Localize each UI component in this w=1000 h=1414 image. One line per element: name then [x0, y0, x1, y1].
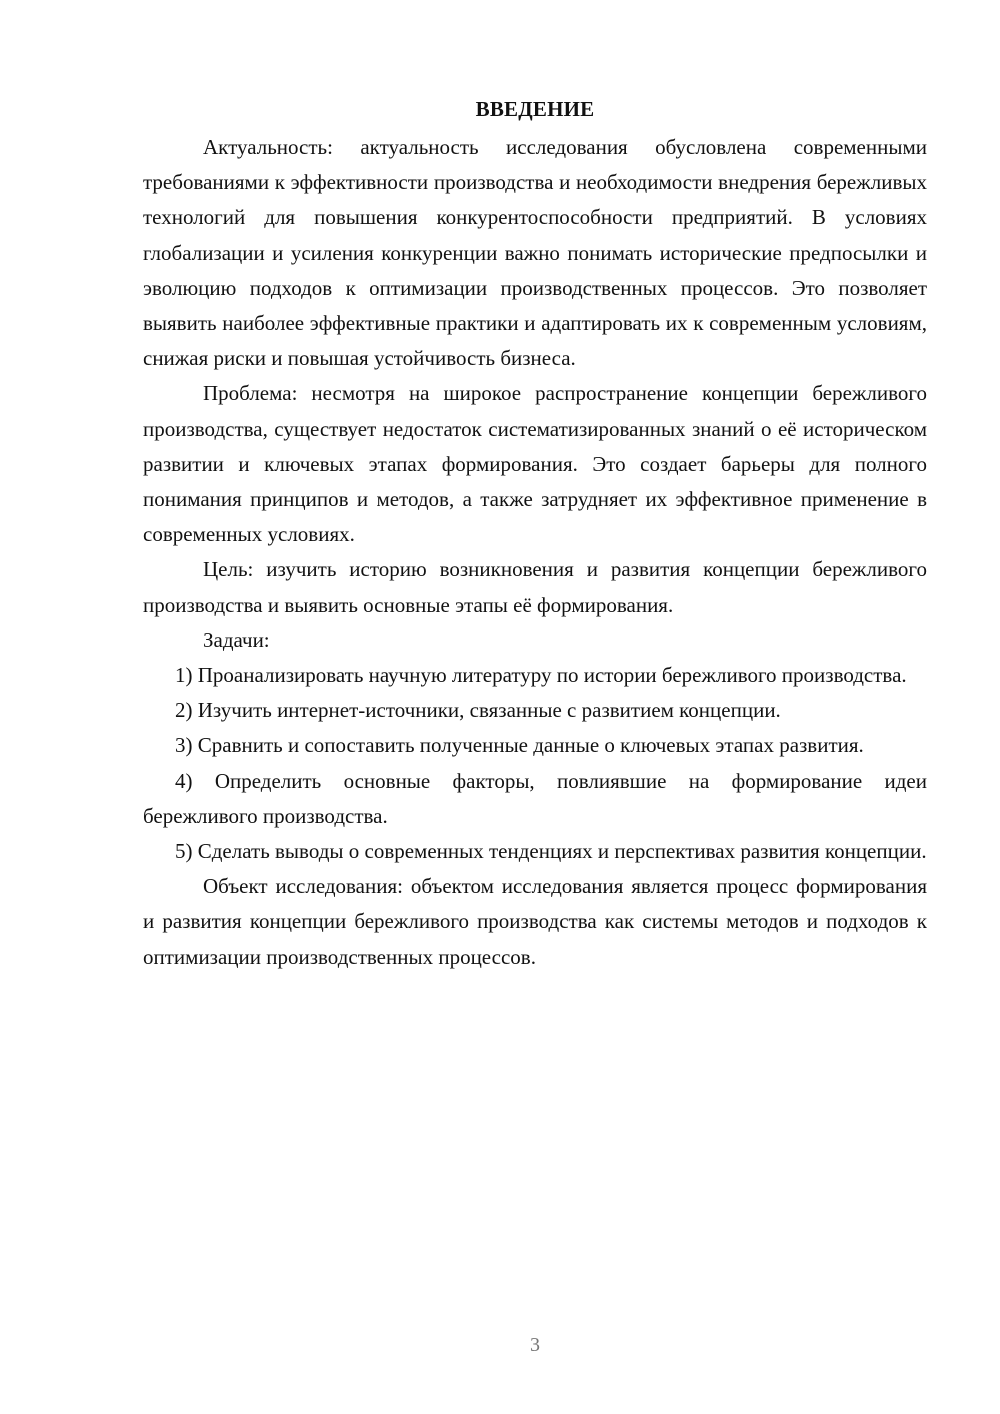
document-page [143, 92, 927, 975]
task-item: 3) Сравнить и сопоставить полученные данные о ключевых этапах развития. [175, 733, 864, 758]
relevance-paragraph: Актуальность: актуальность исследования обусловлена современными требованиями к эффективности производства и необходимости внедрения бережливых технологий для повышения конкурентоспособности предприятий. В условиях глобализации и усиления конкуренции важно понимать исторические предпосылки и эволюцию подходов к оптимизации производственных процессов. Это позволяет выявить наиболее эффективные практики и адаптировать их к современным условиям, снижая риски и повышая устойчивость бизнеса. [143, 135, 927, 371]
task-item: 1) Проанализировать научную литературу по истории бережливого производства. [175, 663, 907, 688]
problem-paragraph: Проблема: несмотря на широкое распространение концепции бережливого производства, существует недостаток систематизированных знаний о её историческом развитии и ключевых этапах формирования. Это создает барьеры для полного понимания принципов и методов, а также затрудняет их эффективное применение в современных условиях. [143, 381, 927, 547]
goal-paragraph: Цель: изучить историю возникновения и развития концепции бережливого производства и выявить основные этапы её формирования. [143, 557, 927, 617]
tasks-heading: Задачи: [203, 627, 270, 652]
page-number: 3 [530, 1334, 540, 1356]
task-item: 4) Определить основные факторы, повлиявшие на формирование идеи бережливого производства. [143, 768, 927, 828]
object-paragraph: Объект исследования: объектом исследования является процесс формирования и развития концепции бережливого производства как системы методов и подходов к оптимизации производственных процессов. [143, 874, 927, 969]
task-item: 5) Сделать выводы о современных тенденциях и перспективах развития концепции. [175, 839, 927, 864]
page-title: ВВЕДЕНИЕ [475, 97, 595, 121]
task-item: 2) Изучить интернет-источники, связанные с развитием концепции. [175, 698, 781, 723]
